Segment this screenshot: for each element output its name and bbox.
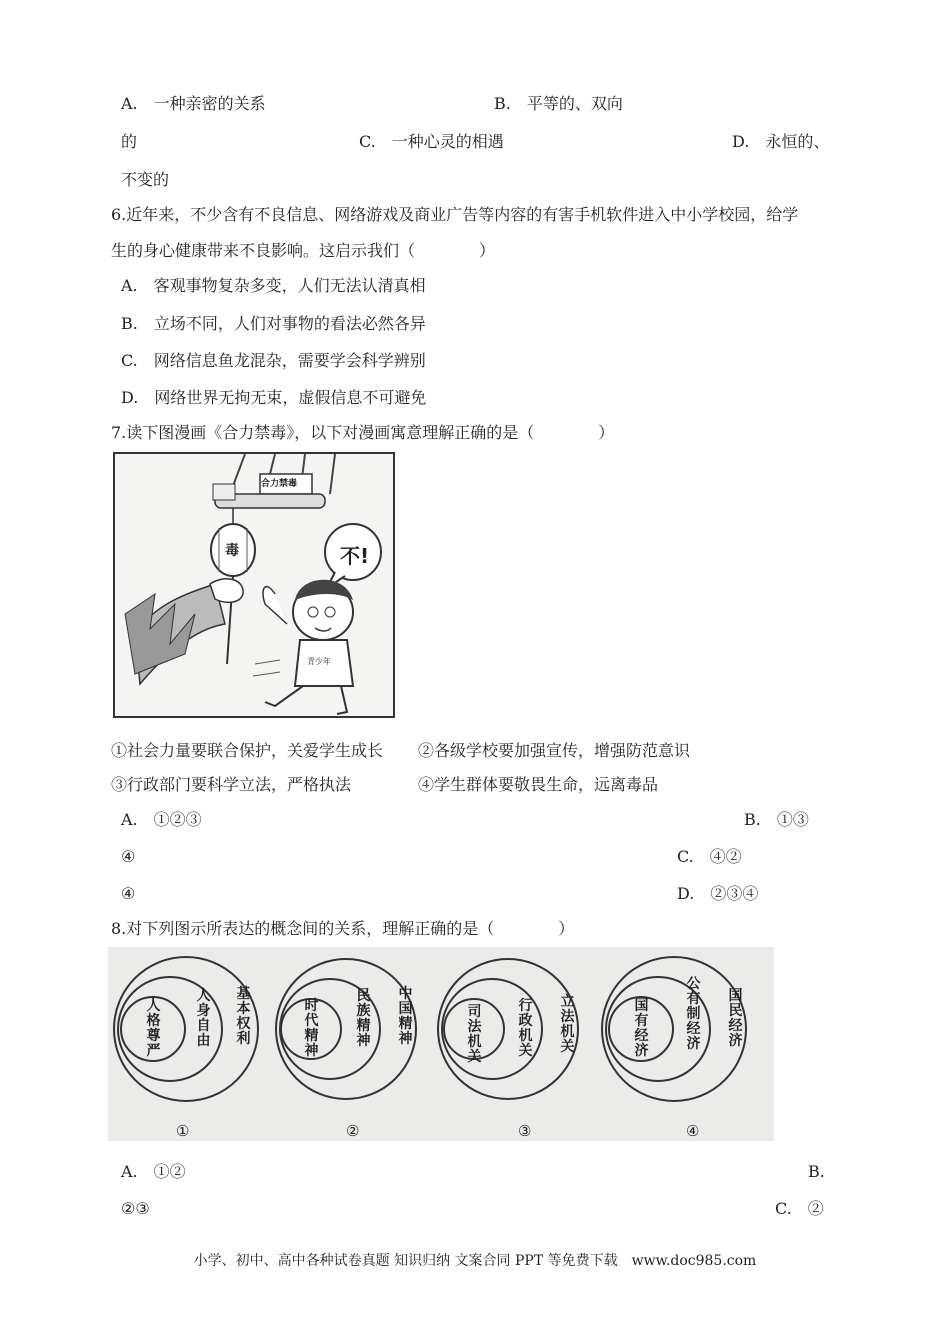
q7-statement-1: ①社会力量要联合保护，关爱学生成长 bbox=[111, 741, 384, 760]
q7-statement-4: ④学生群体要敬畏生命，远离毒品 bbox=[418, 775, 659, 794]
diagram2-middle-label: 民族精神 bbox=[356, 988, 371, 1049]
q5-option-d: D. 永恒的、 bbox=[732, 132, 830, 151]
cartoon-speech-text: 不! bbox=[340, 544, 370, 568]
q6-option-c: C. 网络信息鱼龙混杂，需要学会科学辨别 bbox=[121, 351, 426, 370]
diagram3-middle-label: 行政机关 bbox=[518, 998, 533, 1059]
q6-stem-line2: 生的身心健康带来不良影响。这启示我们（ ） bbox=[111, 241, 496, 260]
q6-option-b: B. 立场不同，人们对事物的看法必然各异 bbox=[121, 314, 426, 333]
q8-concept-diagrams bbox=[108, 947, 774, 1141]
cartoon-lantern-text: 毒 bbox=[225, 543, 239, 559]
q5-option-a: A. 一种亲密的关系 bbox=[121, 94, 266, 113]
diagram1-inner-label: 人格尊严 bbox=[146, 998, 161, 1059]
diagram1-number: ① bbox=[176, 1122, 190, 1140]
q7-option-c-cont: ④ bbox=[121, 884, 136, 903]
diagram4-inner-label: 国有经济 bbox=[634, 998, 649, 1059]
diagram1-outer-label: 基本权利 bbox=[236, 986, 251, 1047]
cartoon-banner-text: 合力禁毒 bbox=[261, 479, 298, 489]
page-footer: 小学、初中、高中各种试卷真题 知识归纳 文案合同 PPT 等免费下载 www.doc985.com bbox=[193, 1253, 757, 1269]
cartoon-drawing bbox=[115, 454, 393, 716]
q8-option-a: A. ①② bbox=[121, 1162, 186, 1181]
diagram2-number: ② bbox=[346, 1122, 360, 1140]
q7-option-c: C. ④② bbox=[677, 847, 742, 866]
diagram4-number: ④ bbox=[686, 1122, 700, 1140]
diagram3-inner-label: 司法机关 bbox=[467, 1004, 482, 1065]
diagram4-middle-label: 公有制经济 bbox=[686, 976, 701, 1052]
cartoon-shirt-text: 青少年 bbox=[307, 657, 331, 666]
q7-option-a: A. ①②③ bbox=[121, 810, 202, 829]
q7-statement-2: ②各级学校要加强宣传，增强防范意识 bbox=[418, 741, 691, 760]
q8-option-b: B. bbox=[808, 1162, 825, 1181]
q7-option-b: B. ①③ bbox=[744, 810, 809, 829]
diagram3-number: ③ bbox=[518, 1122, 532, 1140]
q6-option-d: D. 网络世界无拘无束，虚假信息不可避免 bbox=[121, 388, 427, 407]
q6-option-a: A. 客观事物复杂多变，人们无法认清真相 bbox=[121, 276, 426, 295]
q8-stem: 8.对下列图示所表达的概念间的关系，理解正确的是（ ） bbox=[111, 919, 575, 938]
q7-stem: 7.读下图漫画《合力禁毒》，以下对漫画寓意理解正确的是（ ） bbox=[111, 423, 615, 442]
q5-option-b: B. 平等的、双向 bbox=[494, 94, 623, 113]
q7-statement-3: ③行政部门要科学立法，严格执法 bbox=[111, 775, 352, 794]
diagram4-outer-label: 国民经济 bbox=[728, 988, 743, 1049]
diagram3-outer-label: 立法机关 bbox=[560, 994, 575, 1055]
q5-option-c: C. 一种心灵的相遇 bbox=[359, 132, 504, 151]
q5-option-d-cont: 不变的 bbox=[121, 170, 170, 189]
q8-option-b-cont: ②③ bbox=[121, 1199, 150, 1218]
q5-option-b-cont: 的 bbox=[121, 132, 138, 151]
q7-cartoon-image bbox=[113, 452, 395, 718]
diagram1-middle-label: 人身自由 bbox=[196, 988, 211, 1049]
q8-option-c: C. ② bbox=[775, 1199, 824, 1218]
q7-option-d: D. ②③④ bbox=[677, 884, 759, 903]
q7-option-b-cont: ④ bbox=[121, 847, 136, 866]
q6-stem-line1: 6.近年来，不少含有不良信息、网络游戏及商业广告等内容的有害手机软件进入中小学校园，给学 bbox=[111, 205, 799, 224]
diagram2-inner-label: 时代精神 bbox=[304, 998, 319, 1059]
diagram2-outer-label: 中国精神 bbox=[398, 986, 413, 1047]
